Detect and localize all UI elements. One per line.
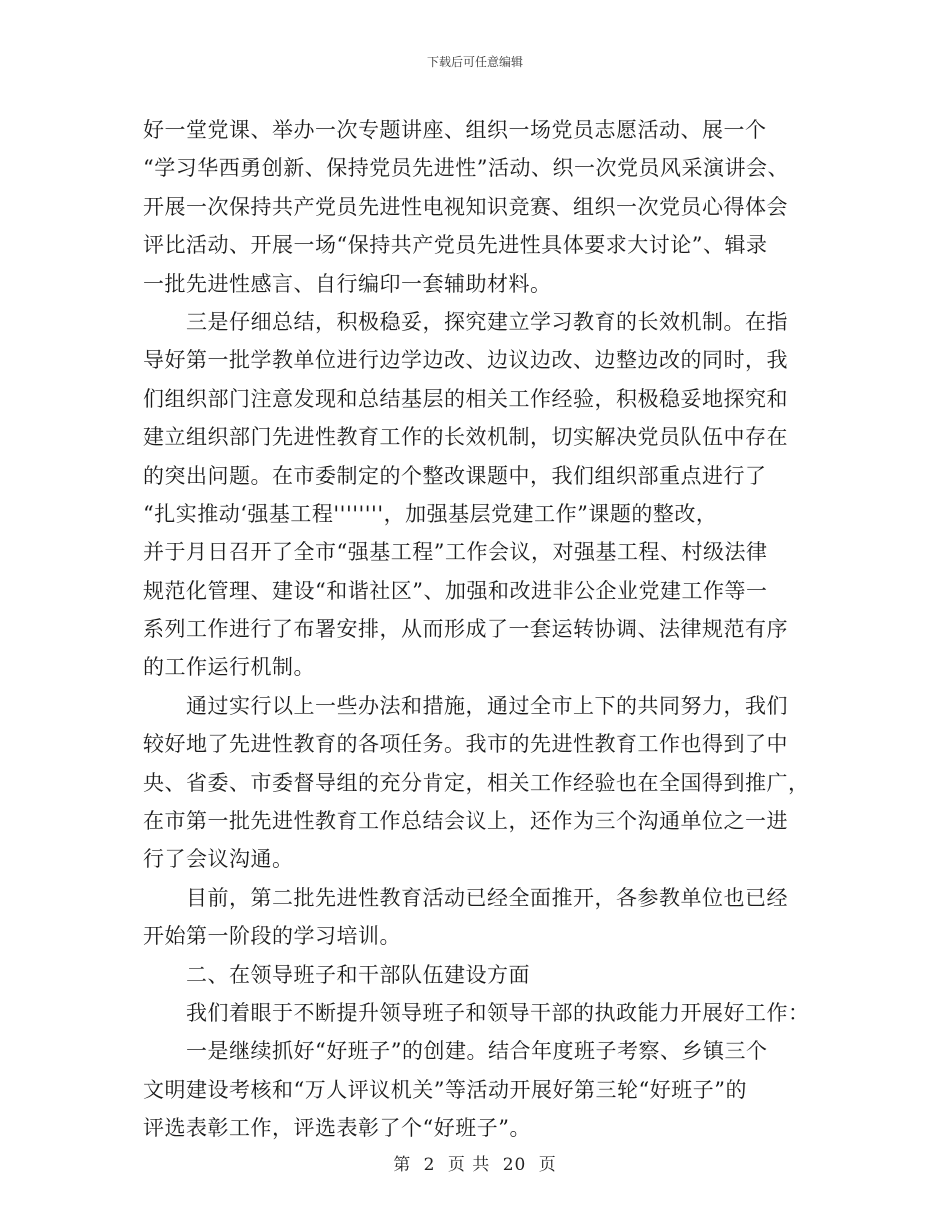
paragraph-start-line: 我们着眼于不断提升领导班子和领导干部的执政能力开展好工作：	[186, 1000, 810, 1025]
text-line: 们组织部门注意发现和总结基层的相关工作经验，积极稳妥地探究和	[143, 386, 788, 411]
page-footer	[0, 1150, 950, 1175]
text-line: 导好第一批学教单位进行边学边改、边议边改、边整边改的同时，我	[143, 348, 788, 373]
footer-middle: 页 共	[447, 1155, 491, 1175]
current-page-number: 2	[423, 1155, 436, 1175]
paragraph-start-line: 一是继续抓好“好班子”的创建。结合年度班子考察、乡镇三个	[186, 1039, 768, 1064]
text-line: “扎实推动‘强基工程''''''''，加强基层党建工作”课题的整改，	[143, 501, 718, 526]
section-heading: 二、在领导班子和干部队伍建设方面	[186, 962, 530, 987]
text-line: 的突出问题。在市委制定的个整改课题中，我们组织部重点进行了	[143, 463, 767, 488]
text-line: 并于月日召开了全市“强基工程”工作会议，对强基工程、村级法律	[143, 540, 768, 565]
body-text	[143, 111, 823, 1148]
total-page-count: 20	[502, 1155, 527, 1175]
header-note: 下载后可任意编辑	[426, 55, 523, 69]
footer-suffix: 页	[538, 1155, 557, 1175]
paragraph-start-line: 目前，第二批先进性教育活动已经全面推开，各参教单位也已经	[186, 885, 788, 910]
paragraph-start-line: 通过实行以上一些办法和措施，通过全市上下的共同努力，我们	[186, 693, 788, 718]
text-line: 好一堂党课、举办一次专题讲座、组织一场党员志愿活动、展一个	[143, 118, 767, 142]
text-line: “学习华西勇创新、保持党员先进性”活动、织一次党员风采演讲会、	[143, 156, 789, 181]
text-line: 系列工作进行了布署安排，从而形成了一套运转协调、法律规范有序	[143, 617, 788, 642]
text-line: 开始第一阶段的学习培训。	[143, 924, 401, 949]
text-line: 开展一次保持共产党员先进性电视知识竞赛、组织一次党员心得体会	[143, 194, 788, 219]
paragraph-start-line: 三是仔细总结，积极稳妥，探究建立学习教育的长效机制。在指	[186, 309, 788, 334]
text-line: 央、省委、市委督导组的充分肯定，相关工作经验也在全国得到推广，	[143, 770, 810, 795]
text-line: 的工作运行机制。	[143, 655, 315, 680]
text-line: 文明建设考核和“万人评议机关”等活动开展好第三轮“好班子”的	[143, 1077, 747, 1102]
text-line: 评比活动、开展一场“保持共产党员先进性具体要求大讨论”、辑录	[143, 233, 768, 258]
text-line: 行了会议沟通。	[143, 847, 294, 872]
text-line: 建立组织部门先进性教育工作的长效机制，切实解决党员队伍中存在	[143, 425, 788, 450]
text-line: 在市第一批先进性教育工作总结会议上，还作为三个沟通单位之一进	[143, 809, 788, 834]
text-line: 规范化管理、建设“和谐社区”、加强和改进非公企业党建工作等一	[143, 578, 768, 603]
footer-prefix: 第	[393, 1155, 412, 1175]
text-line: 较好地了先进性教育的各项任务。我市的先进性教育工作也得到了中	[143, 732, 788, 757]
text-line: 一批先进性感言、自行编印一套辅助材料。	[143, 271, 552, 296]
text-line: 评选表彰工作，评选表彰了个“好班子”。	[143, 1116, 531, 1141]
